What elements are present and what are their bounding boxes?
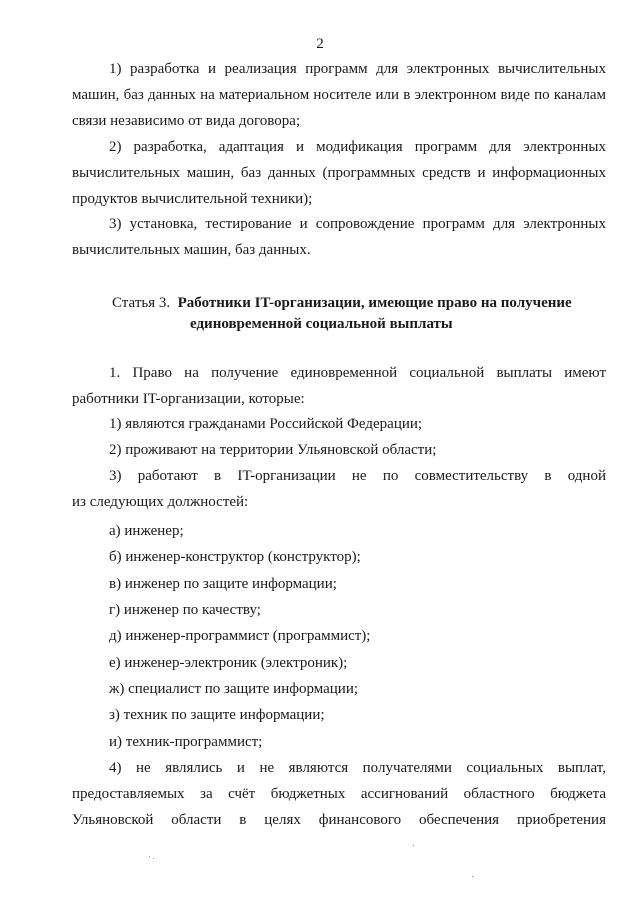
position-item: з) техник по защите информации; [109, 707, 325, 723]
position-item: ж) специалист по защите информации; [109, 681, 359, 697]
article-title-line-1: Работники IT-организации, имеющие право на получение [177, 295, 572, 311]
position-item: в) инженер по защите информации; [109, 576, 337, 592]
scan-speck [413, 845, 414, 846]
intro-item-2-line-3: продуктов вычислительной техники); [72, 191, 313, 207]
scan-speck [149, 856, 150, 857]
condition-3-line-1: 3) работают в IT-организации не по совместительству в одной [109, 468, 606, 484]
article-title-line-2: единовременной социальной выплаты [190, 316, 453, 332]
scan-speck [472, 876, 473, 877]
intro-item-1 [72, 56, 606, 134]
intro-item-2-line-2: вычислительных машин, баз данных (программных средств и информационных [72, 165, 606, 181]
body-para-1-line-2: работники IT-организации, которые: [72, 391, 305, 407]
intro-item-3-line-1: 3) установка, тестирование и сопровождение программ для электронных [109, 216, 606, 232]
intro-item-3 [72, 211, 606, 263]
body-para-1 [72, 360, 606, 412]
position-item: г) инженер по качеству; [109, 602, 261, 618]
intro-item-2-line-1: 2) разработка, адаптация и модификация программ для электронных [109, 139, 606, 155]
page-number: 2 [316, 36, 324, 52]
condition-1: 1) являются гражданами Российской Федерации; [109, 416, 423, 432]
article-label: Статья 3. [112, 295, 171, 311]
intro-item-3-line-2: вычислительных машин, баз данных. [72, 242, 311, 258]
condition-4 [72, 755, 606, 833]
position-item: а) инженер; [109, 523, 184, 539]
condition-3 [72, 463, 606, 515]
scan-speck [153, 858, 154, 859]
condition-3-line-2: из следующих должностей: [72, 494, 249, 510]
condition-4-line-2: предоставляемых за счёт бюджетных ассигнований областного бюджета [72, 786, 606, 802]
position-item: е) инженер-электроник (электроник); [109, 655, 348, 671]
intro-item-1-line-2: машин, баз данных на материальном носителе или в электронном виде по каналам [72, 87, 606, 103]
condition-4-line-1: 4) не являлись и не являются получателями социальных выплат, [109, 760, 606, 776]
intro-item-2 [72, 134, 606, 212]
intro-item-1-line-3: связи независимо от вида договора; [72, 113, 301, 129]
position-item: б) инженер-конструктор (конструктор); [109, 549, 361, 565]
condition-2: 2) проживают на территории Ульяновской области; [109, 442, 437, 458]
position-item: д) инженер-программист (программист); [109, 628, 371, 644]
body-para-1-line-1: 1. Право на получение единовременной социальной выплаты имеют [109, 365, 606, 381]
intro-item-1-line-1: 1) разработка и реализация программ для электронных вычислительных [109, 61, 606, 77]
condition-4-line-3: Ульяновской области в целях финансового обеспечения приобретения [72, 812, 606, 828]
article-heading [112, 293, 612, 335]
position-item: и) техник-программист; [109, 734, 263, 750]
